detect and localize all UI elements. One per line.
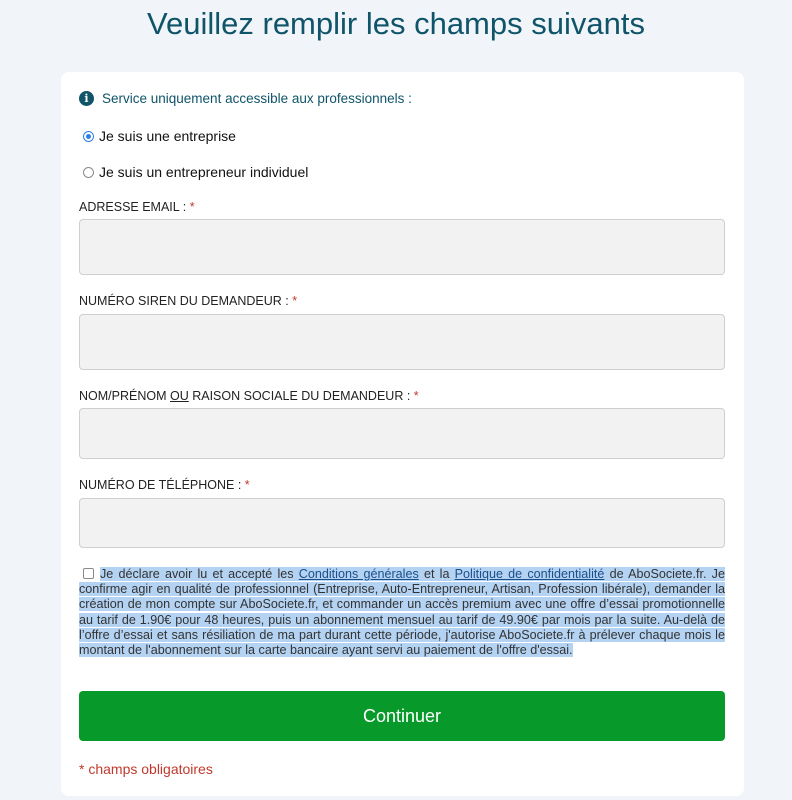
cgu-link[interactable]: Conditions générales xyxy=(298,567,419,581)
continue-button[interactable]: Continuer xyxy=(79,691,725,741)
name-label: NOM/PRÉNOM OU RAISON SOCIALE DU DEMANDEUR : * xyxy=(79,389,419,403)
info-icon: i xyxy=(79,91,94,106)
phone-field[interactable] xyxy=(79,498,725,548)
radio-button[interactable] xyxy=(83,167,94,178)
radio-entrepreneur-individuel[interactable] xyxy=(83,164,308,180)
radio-entreprise[interactable] xyxy=(83,128,236,144)
radio-button-checked[interactable] xyxy=(83,131,94,142)
privacy-policy-link[interactable]: Politique de confidentialité xyxy=(454,567,605,581)
radio-label[interactable]: Je suis une entreprise xyxy=(99,128,236,144)
name-field[interactable] xyxy=(79,408,725,459)
page-title: Veuillez remplir les champs suivants xyxy=(147,6,645,41)
consent-checkbox[interactable] xyxy=(83,568,94,579)
required-fields-note: * champs obligatoires xyxy=(79,761,213,777)
professional-notice xyxy=(79,91,412,106)
siren-label: NUMÉRO SIREN DU DEMANDEUR : * xyxy=(79,294,298,308)
siren-field[interactable] xyxy=(79,314,725,370)
email-field[interactable] xyxy=(79,219,725,275)
radio-label[interactable]: Je suis un entrepreneur individuel xyxy=(99,164,309,180)
form-card xyxy=(61,72,744,796)
phone-label: NUMÉRO DE TÉLÉPHONE : * xyxy=(79,478,250,492)
notice-text: Service uniquement accessible aux professionnels : xyxy=(102,91,412,106)
consent-text: Je déclare avoir lu et accepté les Conditions générales et la Politique de confidentialité de AboSociete.fr. Je confirme agir en qualité de professionnel (Entreprise, Auto-Entrepreneur, Artisan, Profession libérale), demander la création de mon compte sur AboSociete.fr, et commander un accès premium avec une offre d’essai promotionnelle au tarif de 1.90€ pour 48 heures, puis un abonnement mensuel au tarif de 49.90€ par mois par la suite. Au-delà de l’offre d’essai et sans résiliation de ma part durant cette période, j'autorise AboSociete.fr à prélever chaque mois le montant de l'abonnement sur la carte bancaire ayant servi au paiement de l'offre d'essai. xyxy=(79,567,725,658)
email-label: ADRESSE EMAIL : * xyxy=(79,200,195,214)
